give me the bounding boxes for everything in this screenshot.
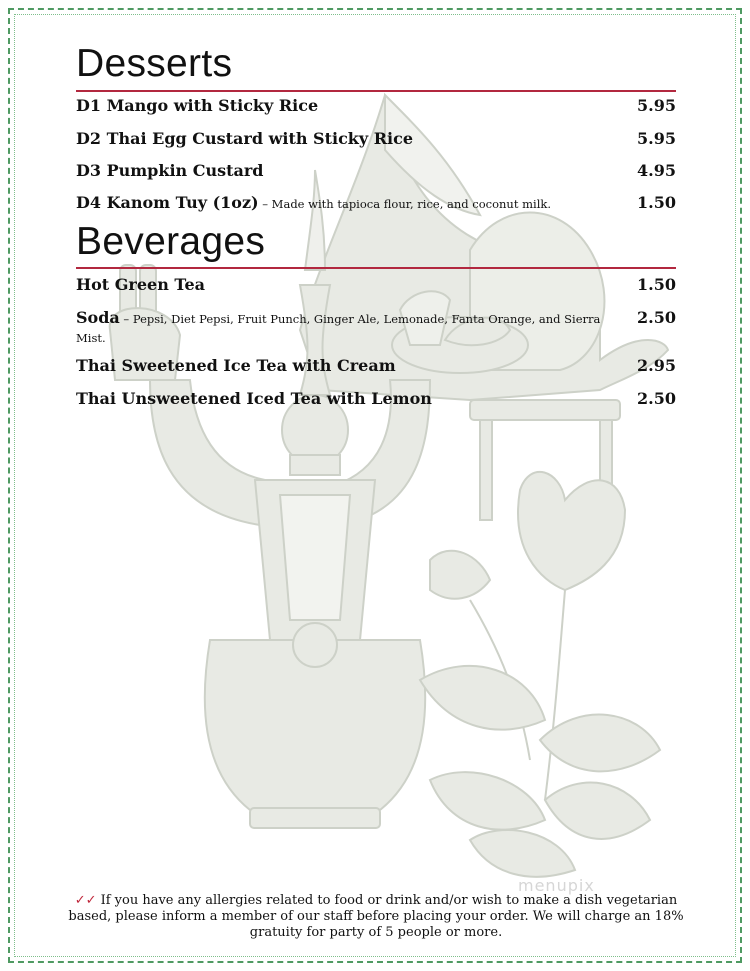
desserts-rule xyxy=(76,90,676,92)
item-price: 1.50 xyxy=(637,193,676,212)
item-description: – Pepsi, Diet Pepsi, Fruit Punch, Ginger Ale, Lemonade, Fanta Orange, and Sierra Mist. xyxy=(76,312,601,345)
item-name: D3 Pumpkin Custard xyxy=(76,161,264,180)
item-price: 5.95 xyxy=(637,129,676,148)
beverages-heading: Beverages xyxy=(76,220,266,263)
watermark: menupix xyxy=(518,876,595,895)
dessert-item xyxy=(76,97,676,115)
item-price: 4.95 xyxy=(637,161,676,180)
item-name: Thai Unsweetened Iced Tea with Lemon xyxy=(76,389,432,408)
beverage-item xyxy=(76,309,676,347)
beverage-item xyxy=(76,357,676,375)
beverages-rule xyxy=(76,267,676,269)
item-name: Hot Green Tea xyxy=(76,275,206,294)
allergy-note-text: If you have any allergies related to food or drink and/or wish to make a dish vegetarian based, please inform a member of our staff before placing your order. We will charge an 18% gratuity for party of 5 people or more. xyxy=(68,893,684,940)
item-price: 1.50 xyxy=(637,275,676,294)
item-name: D2 Thai Egg Custard with Sticky Rice xyxy=(76,129,414,148)
dessert-item xyxy=(76,130,676,148)
checkmark-icon: ✓✓ xyxy=(74,893,97,908)
item-name: D1 Mango with Sticky Rice xyxy=(76,96,319,115)
allergy-note xyxy=(68,893,684,941)
item-price: 5.95 xyxy=(637,96,676,115)
item-description: – Made with tapioca flour, rice, and coconut milk. xyxy=(258,197,551,211)
item-price: 2.50 xyxy=(637,308,676,327)
dessert-item xyxy=(76,162,676,180)
item-name: D4 Kanom Tuy (1oz) xyxy=(76,193,259,212)
desserts-heading: Desserts xyxy=(76,42,233,85)
dessert-item xyxy=(76,194,676,213)
item-name: Soda xyxy=(76,308,120,327)
item-name: Thai Sweetened Ice Tea with Cream xyxy=(76,356,396,375)
beverage-item xyxy=(76,276,676,294)
beverage-item xyxy=(76,390,676,408)
item-price: 2.95 xyxy=(637,356,676,375)
item-price: 2.50 xyxy=(637,389,676,408)
